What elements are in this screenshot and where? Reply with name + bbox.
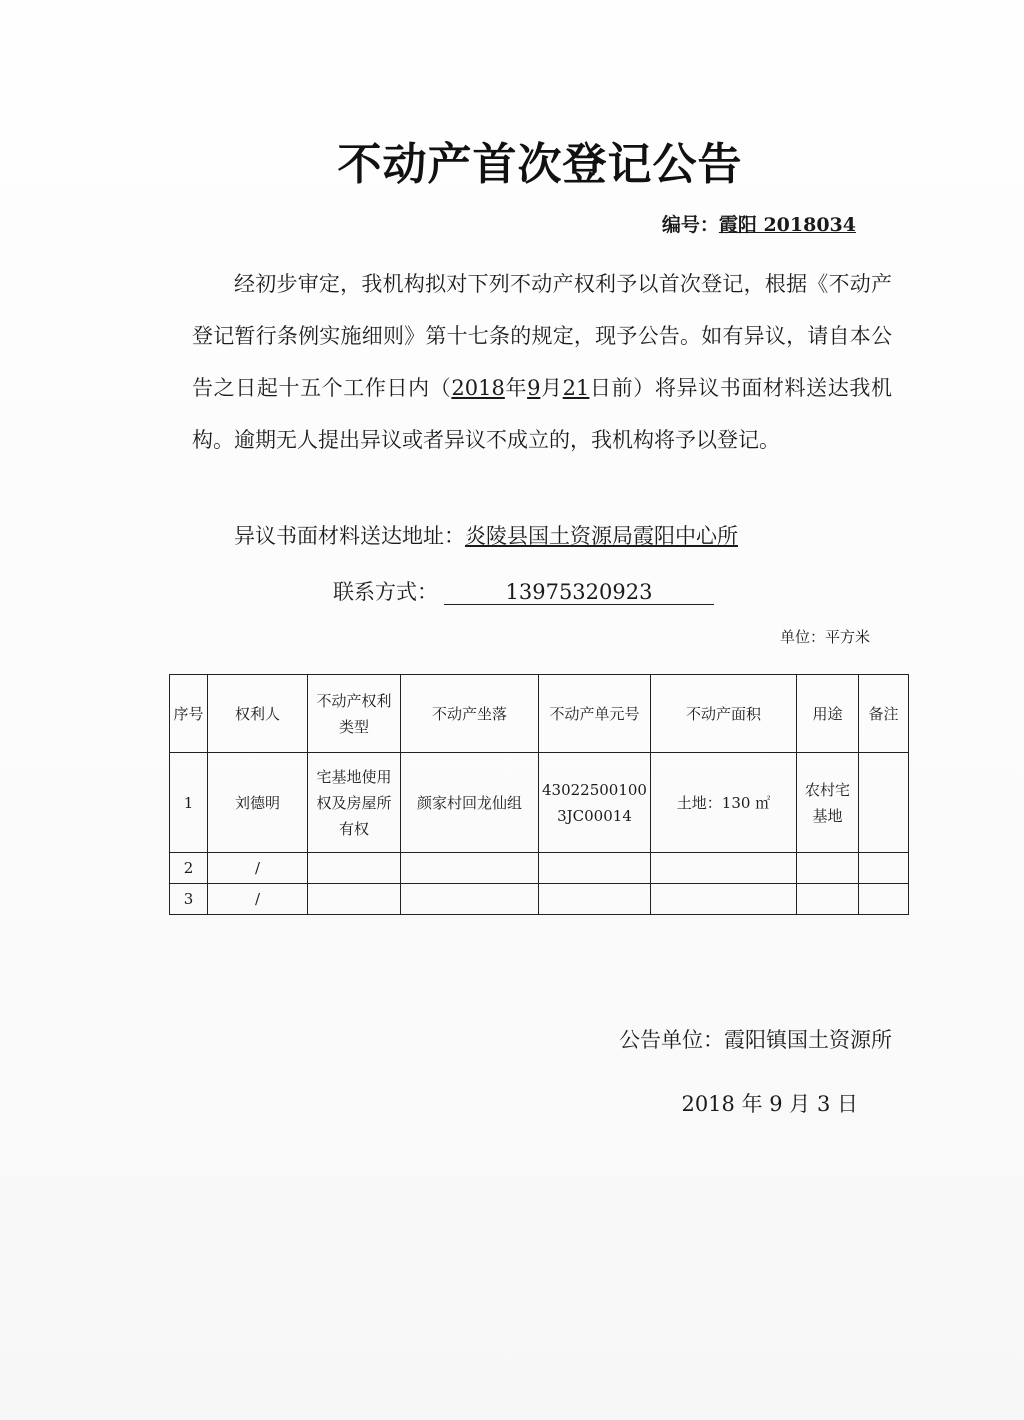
contact-label: 联系方式： [333,580,438,604]
deadline-day: 21 [562,376,590,400]
header-cell: 不动产面积 [651,675,797,753]
row-number: 3 [170,884,208,915]
page-title: 不动产首次登记公告 [337,139,743,190]
registration-table [169,674,909,915]
contact-info [333,576,714,606]
property-location: 颜家村回龙仙组 [401,753,539,853]
contact-phone: 13975320923 [444,580,714,605]
right-type [308,884,401,915]
header-cell: 不动产权利类型 [308,675,401,753]
header-cell: 序号 [170,675,208,753]
issue-date: 2018 年 9 月 3 日 [681,1092,858,1116]
deadline-month: 9 [527,376,541,400]
property-area: 土地：130 ㎡ [651,753,797,853]
property-location [401,853,539,884]
deadline-year: 2018 [451,376,505,400]
rights-holder: 刘德明 [208,753,308,853]
notice-body [192,258,892,466]
header-cell: 不动产坐落 [401,675,539,753]
right-type [308,853,401,884]
right-type: 宅基地使用权及房屋所有权 [308,753,401,853]
property-area [651,884,797,915]
table-row [170,753,909,853]
notice-number-value: 霞阳 2018034 [718,214,856,236]
objection-address [234,520,738,550]
notice-number [662,210,856,237]
unit-number [539,884,651,915]
property-area [651,853,797,884]
issuing-unit: 公告单位：霞阳镇国土资源所 [619,1028,892,1052]
property-use: 农村宅基地 [797,753,859,853]
property-use [797,853,859,884]
remark [859,884,909,915]
table-row [170,853,909,884]
remark [859,753,909,853]
address-label: 异议书面材料送达地址： [234,524,465,548]
notice-paragraph [192,258,892,466]
header-cell: 不动产单元号 [539,675,651,753]
property-use [797,884,859,915]
address-value: 炎陵县国土资源局霞阳中心所 [465,524,738,548]
header-cell: 备注 [859,675,909,753]
table-header-row [170,675,909,753]
unit-number: 430225001003JC00014 [539,753,651,853]
deadline-year-suffix: 年 [504,376,528,400]
property-location [401,884,539,915]
header-cell: 用途 [797,675,859,753]
notice-number-label: 编号： [661,214,719,236]
row-number: 2 [170,853,208,884]
header-cell: 权利人 [208,675,308,753]
unit-note: 单位：平方米 [779,628,870,646]
unit-number [539,853,651,884]
rights-holder: / [208,853,308,884]
body-text-part2: 日前）将异议书面材料送达我机构。逾期无人提出异议或者异议不成立的，我机构将予以登记。 [192,376,893,452]
deadline-month-suffix: 月 [540,376,563,400]
table-row [170,884,909,915]
body-text-part1: 经初步审定，我机构拟对下列不动产权利予以首次登记，根据《不动产登记暂行条例实施细则》第十七条的规定，现予公告。如有异议，请自本公告之日起十五个工作日内（ [192,272,892,400]
remark [859,853,909,884]
row-number: 1 [170,753,208,853]
rights-holder: / [208,884,308,915]
